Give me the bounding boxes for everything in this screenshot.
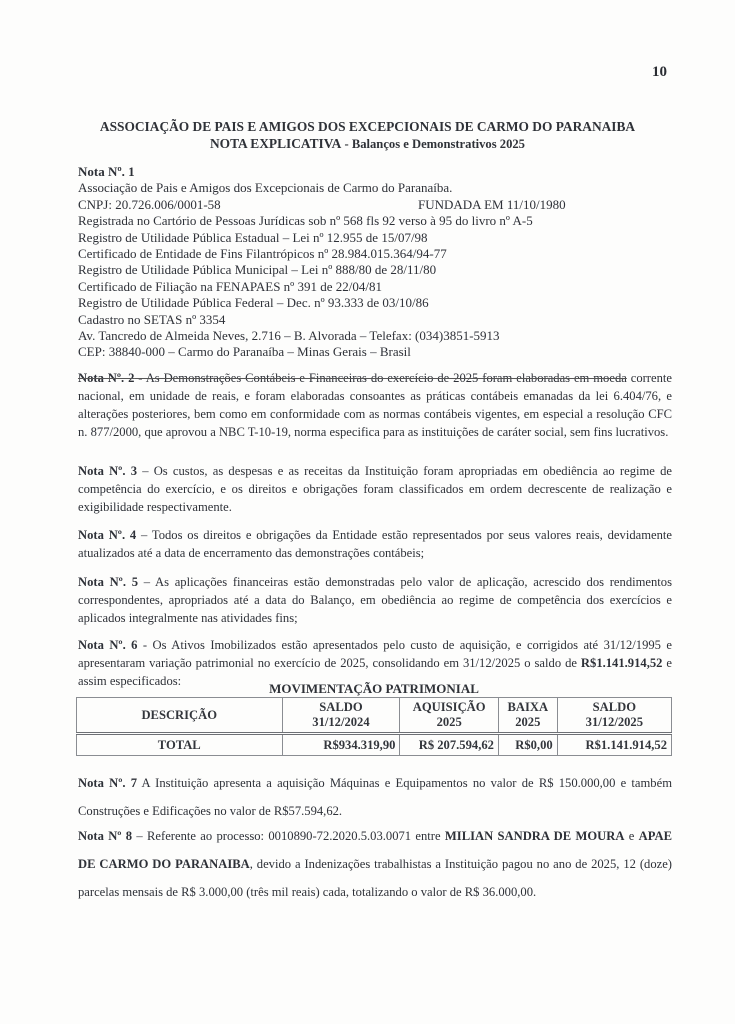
note-1-line: Registro de Utilidade Pública Estadual – Lei nº 12.955 de 15/07/98 [78,229,428,245]
note-6-text-after: e assim especificados: [78,656,672,688]
note-8-label: Nota Nº 8 [78,829,133,843]
note-6-label: Nota Nº. 6 [78,638,138,652]
note-2 [78,369,672,441]
header-saldo-2024: SALDO 31/12/2024 [282,698,400,734]
document-title: ASSOCIAÇÃO DE PAIS E AMIGOS DOS EXCEPCIONAIS DE CARMO DO PARANAIBA [99,119,636,134]
cell-baixa-2025: R$0,00 [498,734,557,756]
table-row [77,734,672,756]
note-7-label: Nota Nº. 7 [78,776,138,790]
header-saldo-2025: SALDO 31/12/2025 [557,698,671,734]
subtitle-main: NOTA EXPLICATIVA [210,136,342,151]
note-2-label: Nota Nº. 2 [78,371,135,385]
note-1-heading: Nota Nº. 1 [78,164,135,179]
page-number: 10 [652,64,667,80]
note-1-line: Registrada no Cartório de Pessoas Jurídicas sob nº 568 fls 92 verso à 95 do livro nº A-5 [78,213,533,229]
note-1-founded: FUNDADA EM 11/10/1980 [418,196,566,212]
note-1-line: Av. Tancredo de Almeida Neves, 2.716 – B. Alvorada – Telefax: (034)3851-5913 [78,328,500,344]
note-1-cnpj-row [78,197,678,213]
note-4-label: Nota Nº. 4 [78,528,137,542]
note-1-line: Certificado de Filiação na FENAPAES nº 391 de 22/04/81 [78,278,382,294]
note-8-party-2: APAE DE CARMO DO PARANAIBA [78,829,673,871]
note-7-text: A Instituição apresenta a aquisição Máquinas e Equipamentos no valor de R$ 150.000,00 e também Construções e Edificações no valor de R$57.594,62. [78,776,672,818]
note-2-text: corrente nacional, em unidade de reais, e foram elaboradas consoantes as práticas contábeis emanadas da lei 6.404/76, e alterações posteriores, bem como em conformidade com as normas contábeis vigentes, em especial a resolução CFC n. 877/2000, que aprovou a NBC T-10-19, norma especifica para as instituições de caráter social, sem fins lucrativos. [78,371,672,439]
note-6-amount: R$1.141.914,52 [580,656,663,670]
note-2-first-line: - As Demonstrações Contábeis e Financeiras do exercício de 2025 foram elaboradas em moeda [134,371,627,385]
note-6-text: - Os Ativos Imobilizados estão apresentados pelo custo de aquisição, e corrigidos até 31/12/1995 e apresentaram variação patrimonial no exercício de 2025, consolidando em 31/12/2025 o saldo de [78,638,672,670]
note-1-cnpj: CNPJ: 20.726.006/0001-58 [78,196,221,212]
note-7 [78,769,672,825]
note-8-text-1: – Referente ao processo: 0010890-72.2020.5.03.0071 entre [132,829,445,843]
note-4-text: – Todos os direitos e obrigações da Entidade estão representados por seus valores reais, devidamente atualizados até a data de encerramento das demonstrações contábeis; [78,528,672,560]
header-aquisicao-2025: AQUISIÇÃO 2025 [400,698,499,734]
note-1-line: Cadastro no SETAS nº 3354 [78,311,226,327]
cell-saldo-2024: R$934.319,90 [282,734,400,756]
note-5-text: – As aplicações financeiras estão demonstradas pelo valor de aplicação, acrescido dos rendimentos correspondentes, apropriados até a data do Balanço, em obediência ao regime de competência dos exercícios e aplicados integralmente nas atividades fins; [78,575,672,625]
note-5-label: Nota Nº. 5 [78,575,138,589]
cell-descricao: TOTAL [77,734,283,756]
patrimonial-movement-table [76,697,672,756]
note-8-party-1: MILIAN SANDRA DE MOURA [444,829,625,843]
note-1-line: Registro de Utilidade Pública Federal – Dec. nº 93.333 de 03/10/86 [78,295,429,311]
document-header [0,118,735,153]
note-8 [78,822,672,906]
header-baixa-2025: BAIXA 2025 [498,698,557,734]
note-5 [78,573,672,627]
note-8-text-2: e [624,829,639,843]
note-3 [78,462,672,516]
table-header-row [77,698,672,734]
note-1-line: Certificado de Entidade de Fins Filantrópicos nº 28.984.015.364/94-77 [78,246,447,262]
document-subtitle [0,135,735,153]
subtitle-rest: - Balanços e Demonstrativos 2025 [341,137,525,151]
cell-aquisicao-2025: R$ 207.594,62 [400,734,499,756]
note-3-label: Nota Nº. 3 [78,464,137,478]
note-8-text-3: , devido a Indenizações trabalhistas a Instituição pagou no ano de 2025, 12 (doze) parcelas mensais de R$ 3.000,00 (três mil reais) cada, totalizando o valor de R$ 36.000,00. [78,857,672,899]
note-1-line: Associação de Pais e Amigos dos Excepcionais de Carmo do Paranaíba. [78,180,453,196]
table-caption: MOVIMENTAÇÃO PATRIMONIAL [269,681,479,696]
note-1 [78,164,678,361]
note-4 [78,526,672,562]
note-3-text: – Os custos, as despesas e as receitas da Instituição foram apropriadas em obediência ao regime de competência do exercício, e os direitos e obrigações foram classificados em ordem decrescente de realização e exigibilidade respectivamente. [78,464,672,514]
note-1-line: CEP: 38840-000 – Carmo do Paranaíba – Minas Gerais – Brasil [78,344,411,360]
header-descricao: DESCRIÇÃO [77,698,283,734]
cell-saldo-2025: R$1.141.914,52 [557,734,671,756]
note-1-line: Registro de Utilidade Pública Municipal – Lei nº 888/80 de 28/11/80 [78,262,437,278]
